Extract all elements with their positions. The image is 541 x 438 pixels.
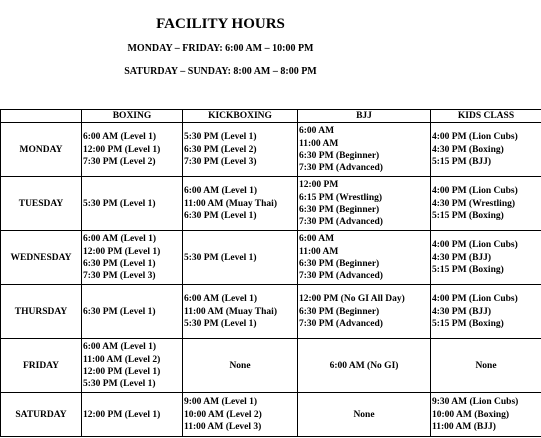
class-time: 11:00 AM (Level 3) xyxy=(184,421,262,432)
class-time: 12:00 PM xyxy=(299,180,339,191)
class-time: 6:00 AM (No GI) xyxy=(329,360,399,371)
day-label: TUESDAY xyxy=(1,177,82,231)
schedule-cell-kickboxing xyxy=(183,231,298,285)
class-time: 7:30 PM (Advanced) xyxy=(299,318,383,329)
class-time: 11:00 AM xyxy=(299,246,339,257)
class-time: 9:00 AM (Level 1) xyxy=(184,397,258,408)
day-label: MONDAY xyxy=(1,123,82,177)
schedule-cell-boxing xyxy=(82,123,183,177)
day-label: FRIDAY xyxy=(1,339,82,393)
schedule-cell-kids-class xyxy=(431,123,541,177)
class-time: 6:30 PM (Beginner) xyxy=(299,306,380,317)
class-time: 12:00 PM (No GI All Day) xyxy=(299,294,405,305)
class-time: 5:30 PM (Level 1) xyxy=(83,378,156,389)
class-time: 11:00 AM (BJJ) xyxy=(432,421,496,432)
class-time: 6:00 AM xyxy=(299,234,335,245)
class-time: 4:30 PM (BJJ) xyxy=(432,306,492,317)
class-time: 6:00 AM (Level 1) xyxy=(83,342,157,353)
class-time: 6:15 PM (Wrestling) xyxy=(299,192,383,203)
schedule-cell-boxing xyxy=(82,393,183,437)
class-time: 7:30 PM (Level 3) xyxy=(83,270,156,281)
class-time: 5:15 PM (Boxing) xyxy=(432,210,504,221)
class-time: 6:00 AM (Level 1) xyxy=(83,234,157,245)
class-time: 4:00 PM (Lion Cubs) xyxy=(432,186,518,197)
table-row xyxy=(1,123,541,177)
class-time: 12:00 PM (Level 1) xyxy=(83,409,161,420)
class-time: 4:30 PM (Wrestling) xyxy=(432,198,516,209)
table-row xyxy=(1,285,541,339)
class-time: 12:00 PM (Level 1) xyxy=(83,144,161,155)
column-header-bjj: BJJ xyxy=(298,110,431,123)
class-time: 5:15 PM (Boxing) xyxy=(432,318,504,329)
schedule-cell-kickboxing xyxy=(183,339,298,393)
class-time: 5:30 PM (Level 1) xyxy=(184,318,257,329)
class-time: None xyxy=(229,360,251,371)
schedule-cell-kids-class xyxy=(431,285,541,339)
class-time: 5:30 PM (Level 1) xyxy=(83,198,156,209)
table-header-row xyxy=(1,110,541,123)
schedule-table xyxy=(0,109,541,437)
class-time: 5:15 PM (BJJ) xyxy=(432,156,492,167)
schedule-cell-bjj xyxy=(298,339,431,393)
class-time: None xyxy=(353,409,375,420)
class-time: 7:30 PM (Level 2) xyxy=(83,156,156,167)
table-row xyxy=(1,231,541,285)
class-time: 7:30 PM (Advanced) xyxy=(299,162,383,173)
table-row xyxy=(1,177,541,231)
class-time: 6:30 PM (Level 1) xyxy=(184,210,257,221)
class-time: 12:00 PM (Level 1) xyxy=(83,366,161,377)
table-row xyxy=(1,393,541,437)
schedule-cell-boxing xyxy=(82,285,183,339)
schedule-body xyxy=(1,123,541,437)
page-title: FACILITY HOURS xyxy=(156,16,285,32)
schedule-cell-kids-class xyxy=(431,339,541,393)
schedule-cell-bjj xyxy=(298,177,431,231)
schedule-cell-boxing xyxy=(82,177,183,231)
class-time: 6:00 AM (Level 1) xyxy=(184,186,258,197)
schedule-cell-kickboxing xyxy=(183,285,298,339)
column-header-boxing: BOXING xyxy=(82,110,183,123)
class-time: 5:30 PM (Level 1) xyxy=(184,132,257,143)
class-time: 6:30 PM (Level 1) xyxy=(83,306,156,317)
column-header-day xyxy=(1,110,82,123)
weekend-hours: SATURDAY – SUNDAY: 8:00 AM – 8:00 PM xyxy=(124,66,317,77)
schedule-cell-bjj xyxy=(298,285,431,339)
day-label: THURSDAY xyxy=(1,285,82,339)
day-label: WEDNESDAY xyxy=(1,231,82,285)
schedule-cell-kickboxing xyxy=(183,393,298,437)
class-time: 11:00 AM (Muay Thai) xyxy=(184,306,277,317)
class-time: 6:30 PM (Beginner) xyxy=(299,258,380,269)
class-time: 4:30 PM (Boxing) xyxy=(432,144,504,155)
class-time: 6:30 PM (Beginner) xyxy=(299,204,380,215)
class-time: 5:15 PM (Boxing) xyxy=(432,264,504,275)
schedule-cell-kickboxing xyxy=(183,177,298,231)
schedule-cell-kids-class xyxy=(431,393,541,437)
schedule-cell-kids-class xyxy=(431,177,541,231)
class-time: 11:00 AM (Level 2) xyxy=(83,354,161,365)
schedule-cell-kids-class xyxy=(431,231,541,285)
class-time: 6:00 AM xyxy=(299,126,335,137)
schedule-cell-boxing xyxy=(82,339,183,393)
class-time: 9:30 AM (Lion Cubs) xyxy=(432,397,519,408)
schedule-cell-boxing xyxy=(82,231,183,285)
class-time: 5:30 PM (Level 1) xyxy=(184,252,257,263)
class-time: 6:00 AM (Level 1) xyxy=(184,294,258,305)
class-time: 7:30 PM (Advanced) xyxy=(299,270,383,281)
class-time: 6:00 AM (Level 1) xyxy=(83,132,157,143)
day-label: SATURDAY xyxy=(1,393,82,437)
class-time: 7:30 PM (Level 3) xyxy=(184,156,257,167)
class-time: 11:00 AM xyxy=(299,138,339,149)
schedule-cell-bjj xyxy=(298,123,431,177)
column-header-kickboxing: KICKBOXING xyxy=(183,110,298,123)
column-header-kids-class: KIDS CLASS xyxy=(431,110,541,123)
table-row xyxy=(1,339,541,393)
class-time: 11:00 AM (Muay Thai) xyxy=(184,198,277,209)
class-time: 4:30 PM (BJJ) xyxy=(432,252,492,263)
class-time: 4:00 PM (Lion Cubs) xyxy=(432,294,518,305)
schedule-cell-kickboxing xyxy=(183,123,298,177)
class-time: 4:00 PM (Lion Cubs) xyxy=(432,240,518,251)
class-time: 7:30 PM (Advanced) xyxy=(299,216,383,227)
class-time: 10:00 AM (Boxing) xyxy=(432,409,510,420)
class-time: 6:30 PM (Beginner) xyxy=(299,150,380,161)
class-time: None xyxy=(475,360,497,371)
class-time: 12:00 PM (Level 1) xyxy=(83,246,161,257)
class-time: 6:30 PM (Level 1) xyxy=(83,258,156,269)
weekday-hours: MONDAY – FRIDAY: 6:00 AM – 10:00 PM xyxy=(127,43,314,54)
schedule-cell-bjj xyxy=(298,393,431,437)
class-time: 6:30 PM (Level 2) xyxy=(184,144,257,155)
class-time: 4:00 PM (Lion Cubs) xyxy=(432,132,518,143)
class-time: 10:00 AM (Level 2) xyxy=(184,409,262,420)
schedule-cell-bjj xyxy=(298,231,431,285)
